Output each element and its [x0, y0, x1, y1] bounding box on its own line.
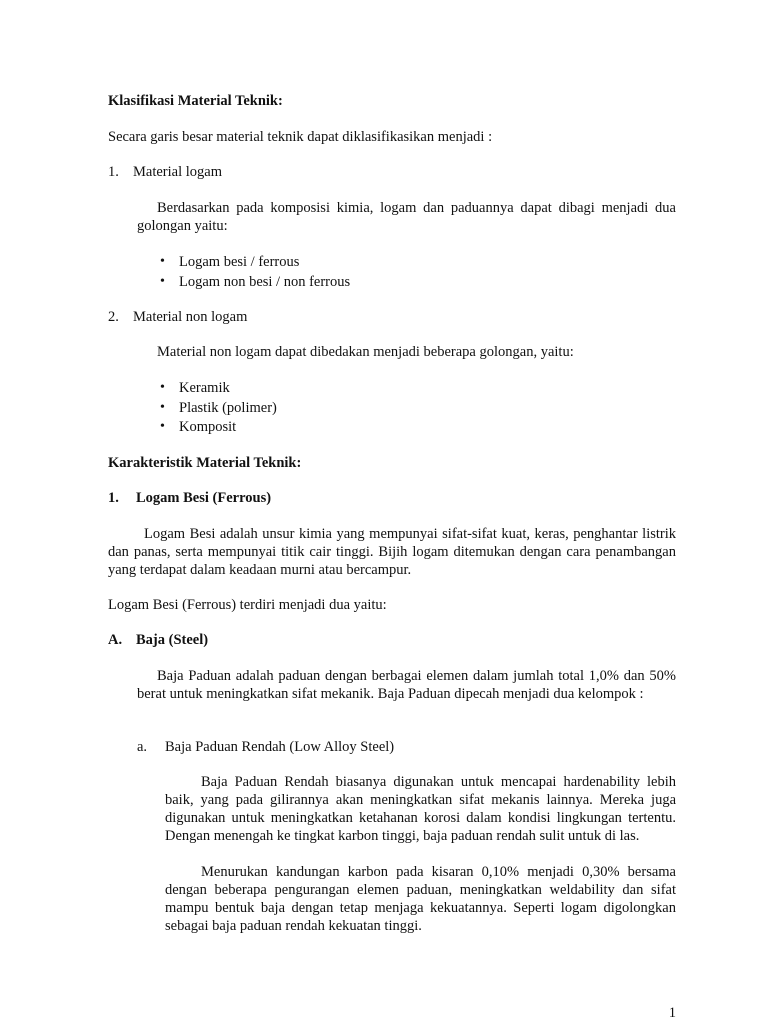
karakteristik-title: Karakteristik Material Teknik: [108, 455, 302, 471]
section-1-title: Material logam [133, 164, 222, 180]
section-2-heading [108, 308, 247, 326]
page-number: 1 [668, 1005, 676, 1021]
subsection-a-lower-title: Baja Paduan Rendah (Low Alloy Steel) [165, 739, 395, 755]
section-2-bullet-list [157, 379, 277, 438]
logam-besi-paragraph: Logam Besi adalah unsur kimia yang mempunyai sifat-sifat kuat, keras, penghantar listrik dan panas, serta mempunyai titik cair tinggi. Bijih logam ditemukan dengan cara penambangan yang terdapat dalam keadaan murni atau bercampur. [108, 526, 676, 578]
section-2-number: 2. [108, 309, 119, 325]
subsection-a-lower-heading: a. Baja Paduan Rendah (Low Alloy Steel) [137, 739, 395, 755]
subsection-1-title: Logam Besi (Ferrous) [136, 490, 272, 506]
section-1-bullet-list [157, 253, 350, 292]
list-item: • Logam non besi / non ferrous [157, 273, 350, 293]
baja-paduan-rendah-paragraph-2: Menurukan kandungan karbon pada kisaran 0,10% menjadi 0,30% bersama dengan beberapa pengurangan elemen paduan, meningkatkan weldability dan sifat mampu bentuk baja dengan tetap menjaga kekuatannya. Seperti logam digolongkan sebagai baja paduan rendah kekuatan tinggi. [165, 864, 676, 934]
section-2-paragraph: Material non logam dapat dibedakan menjadi beberapa golongan, yaitu: [157, 344, 574, 360]
list-item: • Keramik [157, 379, 277, 399]
baja-paragraph: Baja Paduan adalah paduan dengan berbagai elemen dalam jumlah total 1,0% dan 50% berat untuk meningkatkan sifat mekanik. Baja Paduan dipecah menjadi dua kelompok : [137, 668, 676, 702]
subsection-a-heading: A. Baja (Steel) [108, 632, 209, 648]
intro-text: Secara garis besar material teknik dapat diklasifikasikan menjadi : [108, 129, 493, 145]
section-2-title: Material non logam [133, 309, 248, 325]
subsection-a-title: Baja (Steel) [136, 632, 209, 648]
baja-paduan-rendah-paragraph-1: Baja Paduan Rendah biasanya digunakan untuk mencapai hardenability lebih baik, yang pada gilirannya akan meningkatkan sifat mekanis lainnya. Mereka juga digunakan untuk meningkatkan ketahanan korosi dalam kondisi lingkungan tertentu. Dengan menengah ke tingkat karbon tinggi, baja paduan rendah sulit untuk di las. [165, 774, 676, 844]
list-item: • Logam besi / ferrous [157, 253, 350, 273]
section-1-heading [108, 163, 222, 181]
list-item: • Komposit [157, 418, 277, 438]
list-item: • Plastik (polimer) [157, 399, 277, 419]
logam-besi-intro: Logam Besi (Ferrous) terdiri menjadi dua yaitu: [108, 597, 387, 613]
document-title: Klasifikasi Material Teknik: [108, 93, 283, 109]
subsection-1-heading: 1. Logam Besi (Ferrous) [108, 490, 272, 506]
section-1-paragraph: Berdasarkan pada komposisi kimia, logam dan paduannya dapat dibagi menjadi dua golongan yaitu: [137, 200, 676, 234]
section-1-number: 1. [108, 164, 119, 180]
